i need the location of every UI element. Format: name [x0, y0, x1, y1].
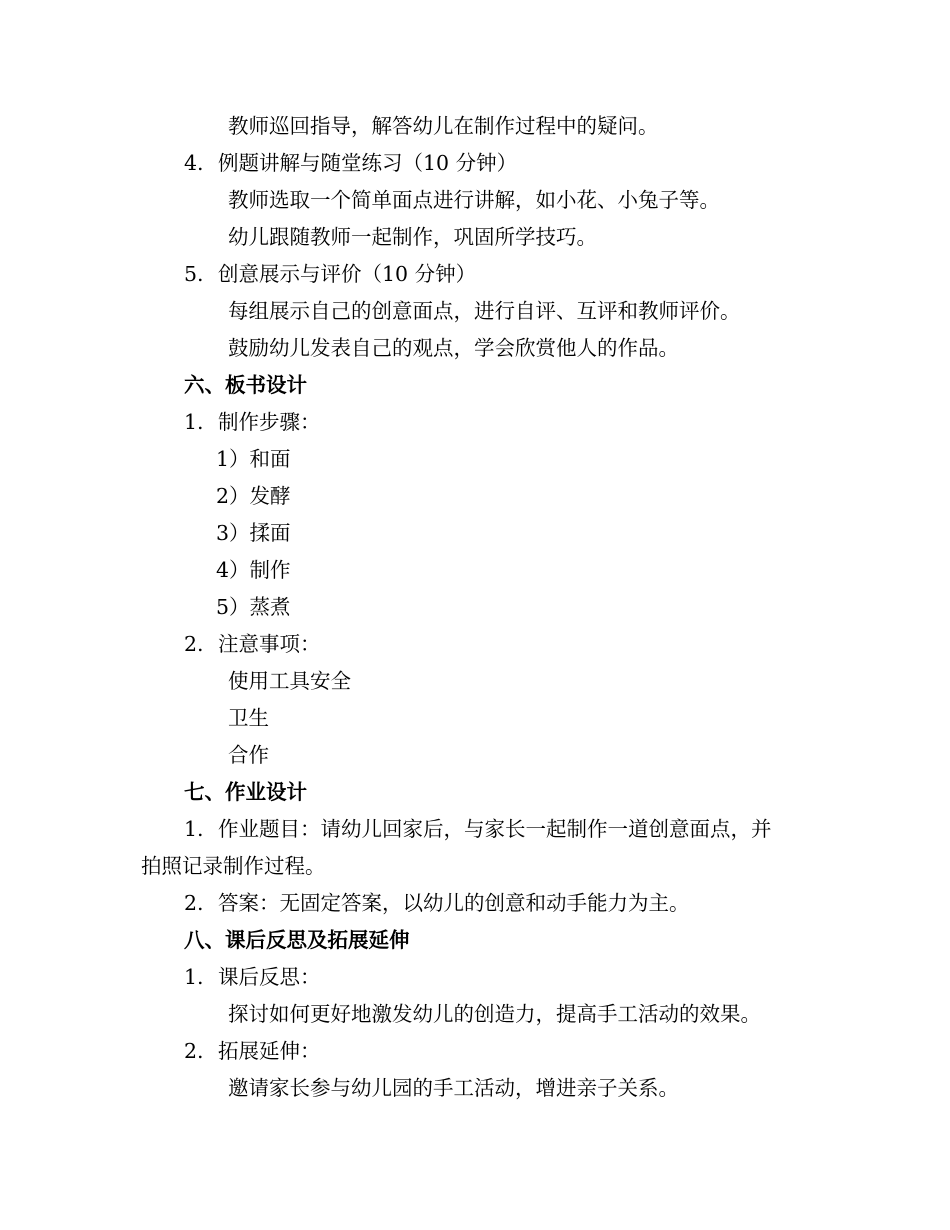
- list-item: [184, 964, 321, 990]
- section-heading: 七、作业设计: [184, 780, 307, 804]
- list-number: 4.: [184, 151, 204, 175]
- note-item: 合作: [228, 743, 269, 767]
- list-item-title: 例题讲解与随堂练习（10 分钟）: [218, 151, 518, 175]
- list-number: 1.: [184, 965, 204, 989]
- section-heading: 八、课后反思及拓展延伸: [184, 928, 410, 952]
- step-item: 3）揉面: [216, 521, 291, 545]
- step-item: 2）发酵: [216, 484, 291, 508]
- section-heading: 六、板书设计: [184, 373, 307, 397]
- list-item-5: [184, 261, 476, 287]
- paragraph-text: 每组展示自己的创意面点，进行自评、互评和教师评价。: [228, 299, 741, 323]
- step-item: 1）和面: [216, 447, 291, 471]
- list-item-title: 创意展示与评价（10 分钟）: [218, 262, 477, 286]
- list-item-title: 课后反思：: [218, 965, 321, 989]
- list-number: 5.: [184, 262, 204, 286]
- list-item-4: [184, 150, 517, 176]
- step-item: 5）蒸煮: [216, 595, 291, 619]
- list-number: 1.: [184, 410, 204, 434]
- list-item: [184, 1038, 321, 1064]
- paragraph-text: 幼儿跟随教师一起制作，巩固所学技巧。: [228, 225, 597, 249]
- list-item-title: 制作步骤：: [218, 410, 321, 434]
- list-item: [184, 409, 321, 435]
- list-item: [184, 631, 321, 657]
- paragraph-text: 鼓励幼儿发表自己的观点，学会欣赏他人的作品。: [228, 336, 679, 360]
- step-item: 4）制作: [216, 558, 291, 582]
- list-item-title: 拓展延伸：: [218, 1039, 321, 1063]
- list-item: [184, 890, 690, 916]
- note-item: 使用工具安全: [228, 669, 351, 693]
- list-number: 2.: [184, 891, 204, 915]
- paragraph-text: 答案：无固定答案，以幼儿的创意和动手能力为主。: [218, 891, 690, 915]
- paragraph-text: 作业题目：请幼儿回家后，与家长一起制作一道创意面点，并: [218, 817, 772, 841]
- note-item: 卫生: [228, 706, 269, 730]
- list-number: 2.: [184, 1039, 204, 1063]
- list-item-title: 注意事项：: [218, 632, 321, 656]
- paragraph-text: 邀请家长参与幼儿园的手工活动，增进亲子关系。: [228, 1076, 679, 1100]
- list-item: [184, 816, 772, 842]
- paragraph-text: 教师选取一个简单面点进行讲解，如小花、小兔子等。: [228, 188, 720, 212]
- paragraph-text: 教师巡回指导，解答幼儿在制作过程中的疑问。: [228, 114, 659, 138]
- list-number: 2.: [184, 632, 204, 656]
- list-number: 1.: [184, 817, 204, 841]
- paragraph-text: 拍照记录制作过程。: [141, 854, 326, 878]
- paragraph-text: 探讨如何更好地激发幼儿的创造力，提高手工活动的效果。: [228, 1002, 761, 1026]
